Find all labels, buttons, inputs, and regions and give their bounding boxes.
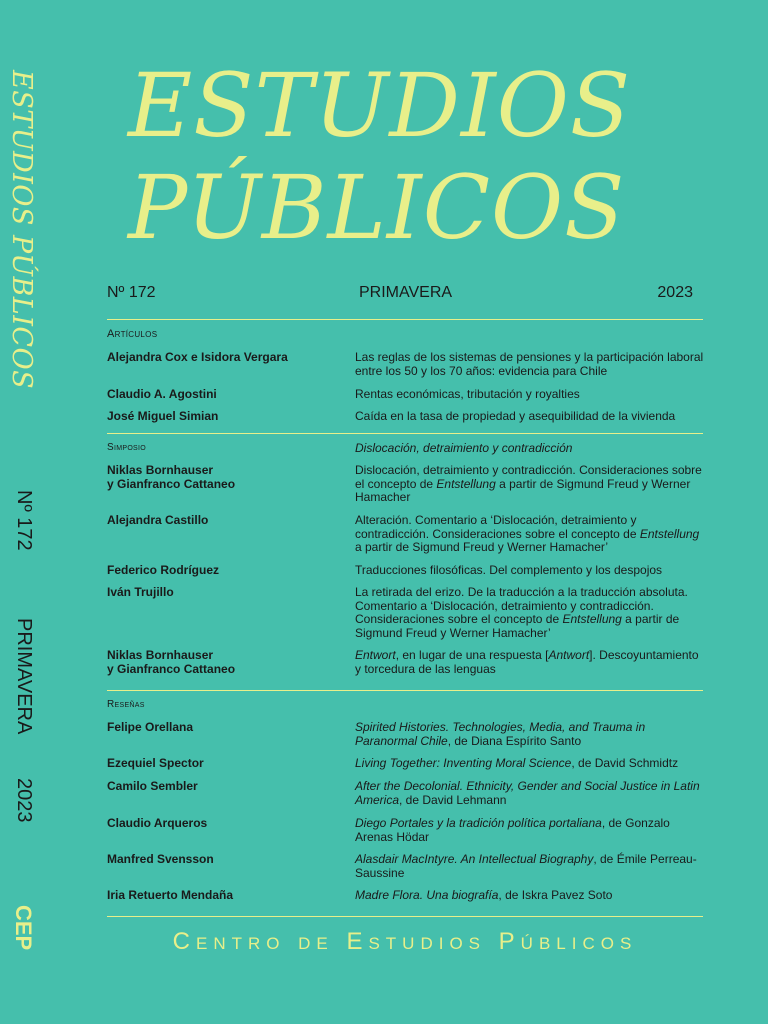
entry-title: Entwort, en lugar de una respuesta [Antwort]. Descoyuntamiento y torcedura de las lenguas: [355, 648, 699, 676]
spine-title: ESTUDIOS PÚBLICOS: [6, 70, 37, 390]
entry-author: Claudio Arqueros: [107, 816, 208, 830]
entry-title: Madre Flora. Una biografía, de Iskra Pavez Soto: [355, 888, 613, 902]
entry-title: La retirada del erizo. De la traducción a la traducción absoluta. Comentario a ‘Dislocación, detraimiento y contradicción. Consideraciones sobre el concepto de Entstellung a partir de Sigmund Freud y Werner Hamacher’: [355, 585, 688, 640]
divider: [107, 433, 703, 434]
entry-title: Dislocación, detraimiento y contradicción. Consideraciones sobre el concepto de Entstellung a partir de Sigmund Freud y Werner Hamacher: [355, 463, 702, 504]
divider: [107, 690, 703, 691]
entry-author: Alejandra Castillo: [107, 513, 209, 527]
entry-title: Spirited Histories. Technologies, Media, and Trauma in Paranormal Chile, de Diana Espírito Santo: [355, 720, 646, 748]
divider: [107, 319, 703, 320]
spine: [0, 0, 62, 1024]
entry-author: José Miguel Simian: [107, 409, 219, 423]
section-label-simposio: Simposio: [107, 442, 147, 453]
entry-author: Claudio A. Agostini: [107, 387, 217, 401]
entry-title: Las reglas de los sistemas de pensiones y la participación laboral entre los 50 y los 70 años: evidencia para Chile: [355, 350, 704, 378]
entry-title: After the Decolonial. Ethnicity, Gender and Social Justice in Latin America, de David Lehmann: [355, 779, 700, 807]
spine-season: PRIMAVERA: [13, 618, 35, 735]
entry-title: Living Together: Inventing Moral Science, de David Schmidtz: [355, 756, 679, 770]
entry-author: Manfred Svensson: [107, 852, 214, 866]
entry-author: Alejandra Cox e Isidora Vergara: [107, 350, 288, 364]
issue-year: 2023: [657, 284, 693, 301]
journal-title-line2: PÚBLICOS: [128, 156, 626, 259]
publisher-name: Centro de Estudios Públicos: [172, 928, 638, 955]
entry-author: Iván Trujillo: [107, 585, 174, 599]
entry-author: Federico Rodríguez: [107, 563, 220, 577]
section-label-articulos: Artículos: [107, 328, 158, 340]
entry-title: Caída en la tasa de propiedad y asequibilidad de la vivienda: [355, 409, 676, 423]
entry-author: Niklas Bornhauser y Gianfranco Cattaneo: [107, 648, 236, 676]
divider: [107, 916, 703, 917]
spine-publisher-abbr: CEP: [11, 905, 36, 951]
journal-title-line1: ESTUDIOS: [128, 54, 632, 157]
section-label-resenas: Reseñas: [107, 699, 145, 710]
entry-title: Traducciones filosóficas. Del complemento y los despojos: [355, 563, 663, 577]
spine-issue-number: Nº 172: [13, 490, 35, 551]
issue-season: PRIMAVERA: [359, 284, 453, 301]
issue-number: Nº 172: [107, 284, 156, 301]
entry-author: Camilo Sembler: [107, 779, 198, 793]
entry-title: Alasdair MacIntyre. An Intellectual Biography, de Émile Perreau-Saussine: [355, 852, 697, 880]
spine-year: 2023: [13, 778, 35, 823]
issue-meta: [107, 284, 703, 306]
entry-author: Iria Retuerto Mendaña: [107, 888, 234, 902]
entry-title: Diego Portales y la tradición política portaliana, de Gonzalo Arenas Hödar: [355, 816, 670, 844]
entry-title: Rentas económicas, tributación y royalties: [355, 387, 580, 401]
entry-author: Felipe Orellana: [107, 720, 194, 734]
entry-title: Alteración. Comentario a ‘Dislocación, detraimiento y contradicción. Consideraciones sobre el concepto de Entstellung a partir de Sigmund Freud y Werner Hamacher’: [355, 513, 700, 554]
entry-author: Ezequiel Spector: [107, 756, 204, 770]
symposium-theme: Dislocación, detraimiento y contradicción: [355, 441, 573, 455]
entry-author: Niklas Bornhauser y Gianfranco Cattaneo: [107, 463, 236, 491]
